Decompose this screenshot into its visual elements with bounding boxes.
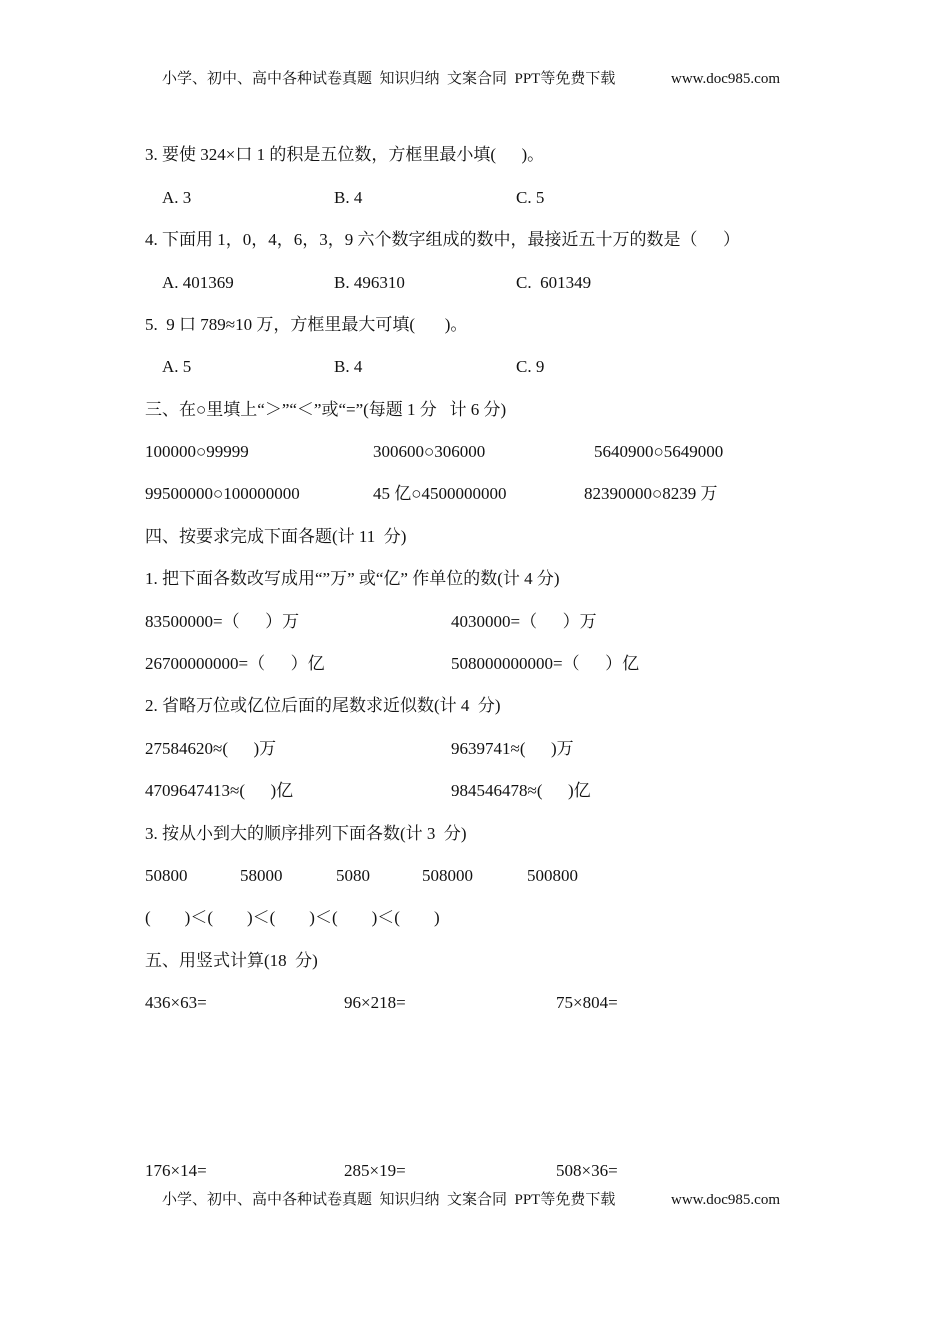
- approx-item: 9639741≈( )万: [451, 739, 574, 758]
- q5-option-b: B. 4: [334, 357, 363, 376]
- approx-item: 4709647413≈( )亿: [145, 781, 294, 800]
- approx-item: 984546478≈( )亿: [451, 781, 591, 800]
- compare-item: 45 亿○4500000000: [373, 484, 507, 503]
- compare-item: 82390000○8239 万: [584, 484, 718, 503]
- rewrite-item: 26700000000=（ ）亿: [145, 654, 325, 673]
- q5-option-a: A. 5: [162, 357, 192, 376]
- q4-stem: 4. 下面用 1，0，4，6，3，9 六个数字组成的数中，最接近五十万的数是（ ）: [145, 230, 740, 249]
- compare-item: 99500000○100000000: [145, 484, 300, 503]
- sort-number: 58000: [240, 866, 283, 885]
- part1-title: 1. 把下面各数改写成用“”万” 或“亿” 作单位的数(计 4 分): [145, 569, 560, 588]
- part2-title: 2. 省略万位或亿位后面的尾数求近似数(计 4 分): [145, 696, 501, 715]
- q3-stem: 3. 要使 324×口 1 的积是五位数，方框里最小填( )。: [145, 145, 545, 164]
- q5-stem: 5. 9 口 789≈10 万，方框里最大可填( )。: [145, 315, 468, 334]
- calc-item: 508×36=: [556, 1161, 618, 1180]
- q4-option-b: B. 496310: [334, 273, 405, 292]
- calc-item: 285×19=: [344, 1161, 406, 1180]
- section4-title: 四、按要求完成下面各题(计 11 分): [145, 527, 407, 546]
- header-text: 小学、初中、高中各种试卷真题 知识归纳 文案合同 PPT等免费下载: [162, 71, 616, 87]
- compare-item: 100000○99999: [145, 442, 249, 461]
- q4-option-c: C. 601349: [516, 273, 592, 292]
- rewrite-item: 83500000=（ ）万: [145, 612, 300, 631]
- sort-number: 508000: [422, 866, 473, 885]
- header-site: www.doc985.com: [671, 71, 781, 87]
- section5-title: 五、用竖式计算(18 分): [145, 951, 318, 970]
- calc-item: 96×218=: [344, 993, 406, 1012]
- q5-option-c: C. 9: [516, 357, 545, 376]
- section3-title: 三、在○里填上“＞”“＜”或“=”(每题 1 分 计 6 分): [145, 400, 507, 419]
- rewrite-item: 4030000=（ ）万: [451, 612, 597, 631]
- footer-text: 小学、初中、高中各种试卷真题 知识归纳 文案合同 PPT等免费下载: [162, 1192, 616, 1208]
- part3-title: 3. 按从小到大的顺序排列下面各数(计 3 分): [145, 824, 467, 843]
- calc-item: 436×63=: [145, 993, 207, 1012]
- sort-number: 50800: [145, 866, 188, 885]
- sort-number: 5080: [336, 866, 370, 885]
- calc-item: 75×804=: [556, 993, 618, 1012]
- approx-item: 27584620≈( )万: [145, 739, 277, 758]
- sort-number: 500800: [527, 866, 578, 885]
- q4-option-a: A. 401369: [162, 273, 234, 292]
- rewrite-item: 508000000000=（ ）亿: [451, 654, 640, 673]
- calc-item: 176×14=: [145, 1161, 207, 1180]
- q3-option-c: C. 5: [516, 188, 545, 207]
- footer-site: www.doc985.com: [671, 1192, 781, 1208]
- compare-item: 300600○306000: [373, 442, 486, 461]
- compare-item: 5640900○5649000: [594, 442, 724, 461]
- q3-option-a: A. 3: [162, 188, 192, 207]
- sort-answer-line: ( )＜( )＜( )＜( )＜( ): [145, 908, 440, 927]
- q3-option-b: B. 4: [334, 188, 363, 207]
